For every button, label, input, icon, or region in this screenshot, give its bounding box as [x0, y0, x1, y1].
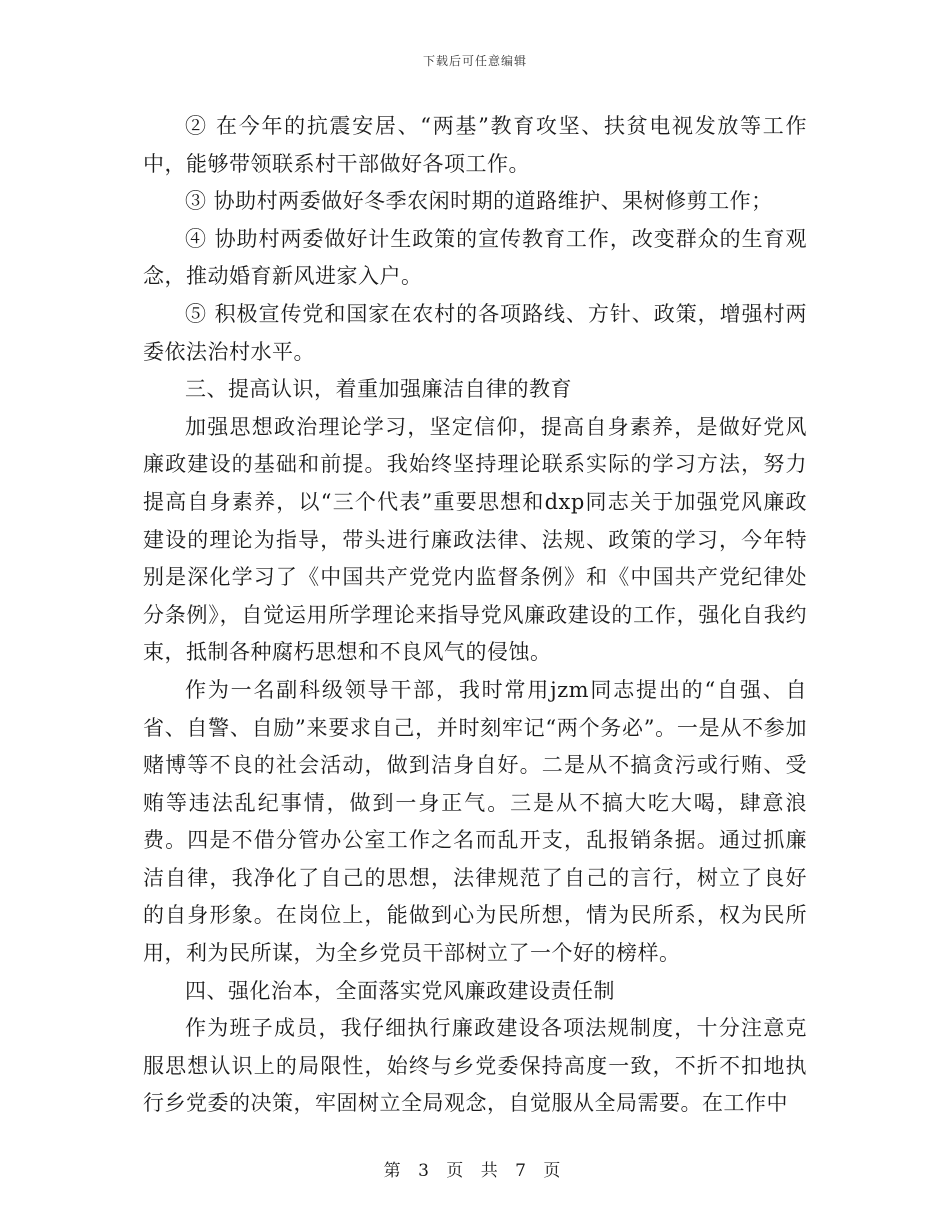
page-header: 下载后可任意编辑 [422, 54, 527, 68]
section-heading-4: 四、强化治本，全面落实党风廉政建设责任制 [185, 978, 615, 1003]
page-number: 第 3 页 共 7 页 [383, 1161, 567, 1181]
body-paragraph: 加强思想政治理论学习，坚定信仰，提高自身素养，是做好党风廉政建设的基础和前提。我始终坚持理论联系实际的学习方法，努力提高自身素养，以“三个代表”重要思想和dxp同志关于加强党风廉政建设的理论为指导，带头进行廉政法律、法规、政策的学习，今年特别是深化学习了《中国共产党党内监督条例》和《中国共产党纪律处分条例》，自觉运用所学理论来指导党风廉政建设的工作，强化自我约束，抵制各种腐朽思想和不良风气的侵蚀。 [143, 414, 807, 665]
document-body [143, 108, 807, 1123]
body-paragraph: 作为一名副科级领导干部，我时常用jzm同志提出的“自强、自省、自警、自励”来要求自己，并时刻牢记“两个务必”。一是从不参加赌博等不良的社会活动，做到洁身自好。二是从不搞贪污或行贿、受贿等违法乱纪事情，做到一身正气。三是从不搞大吃大喝，肆意浪费。四是不借分管办公室工作之名而乱开支，乱报销条据。通过抓廉洁自律，我净化了自己的思想，法律规范了自己的言行，树立了良好的自身形象。在岗位上，能做到心为民所想，情为民所系，权为民所用，利为民所谋，为全乡党员干部树立了一个好的榜样。 [143, 677, 807, 966]
list-item-3: ③ 协助村两委做好冬季农闲时期的道路维护、果树修剪工作； [185, 189, 773, 214]
list-item-2: ② 在今年的抗震安居、“两基”教育攻坚、扶贫电视发放等工作中，能够带领联系村干部做好各项工作。 [143, 114, 807, 176]
body-paragraph: 作为班子成员，我仔细执行廉政建设各项法规制度，十分注意克服思想认识上的局限性，始终与乡党委保持高度一致，不折不扣地执行乡党委的决策，牢固树立全局观念，自觉服从全局需要。在工作中 [143, 1016, 807, 1116]
section-heading-3: 三、提高认识，着重加强廉洁自律的教育 [185, 377, 572, 402]
list-item-5: ⑤ 积极宣传党和国家在农村的各项路线、方针、政策，增强村两委依法治村水平。 [143, 301, 807, 364]
list-item-4: ④ 协助村两委做好计生政策的宣传教育工作，改变群众的生育观念，推动婚育新风进家入户。 [143, 226, 807, 289]
